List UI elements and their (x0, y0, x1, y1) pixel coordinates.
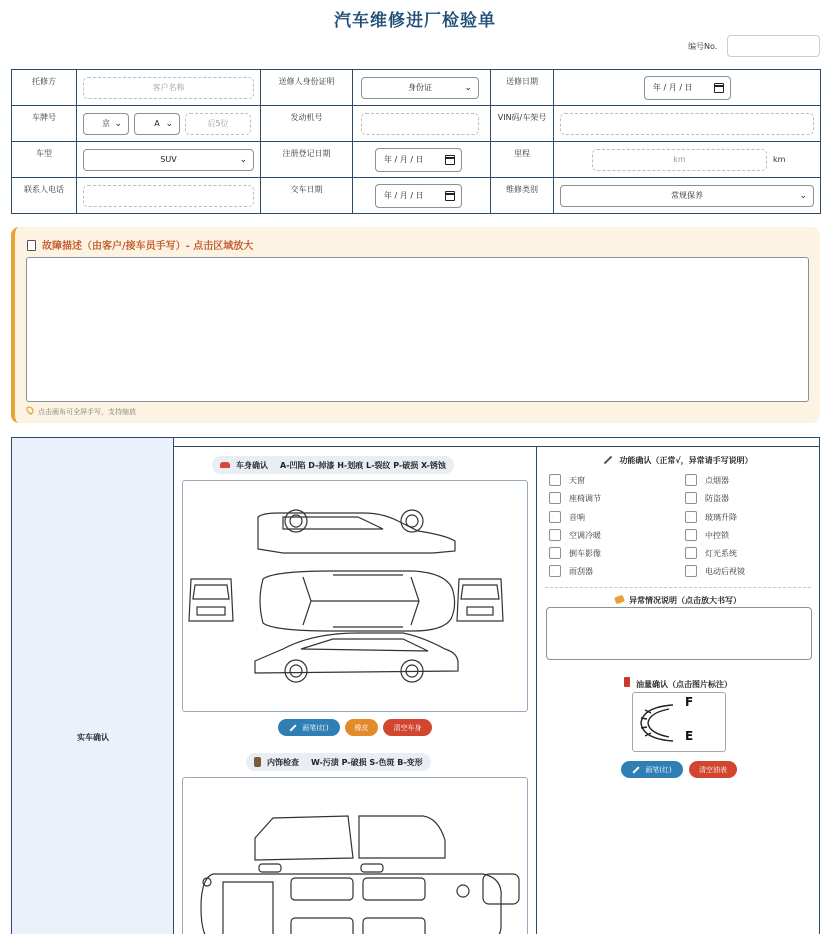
function-item-label: 座椅调节 (569, 493, 601, 503)
fault-title (27, 237, 253, 252)
fuel-clear-button[interactable] (689, 761, 737, 778)
chevron-down-icon: ⌄ (239, 154, 247, 165)
fuel-empty-mark: E (685, 729, 694, 743)
function-item-2[interactable] (549, 511, 585, 523)
function-check-title: 功能确认（正常√，异常请手写说明） (619, 456, 753, 465)
pen-icon (633, 766, 640, 773)
vin-label: VIN码/车架号 (491, 106, 554, 142)
function-item-5[interactable] (549, 565, 593, 577)
engine-number-input[interactable] (361, 113, 479, 135)
checkbox[interactable] (685, 492, 697, 504)
chevron-down-icon: ⌄ (114, 118, 122, 129)
delivery-date-input[interactable] (375, 184, 462, 208)
fuel-clear-label: 清空油表 (699, 765, 727, 774)
inspection-header-row (174, 438, 819, 447)
checkbox[interactable] (685, 565, 697, 577)
chevron-down-icon: ⌄ (799, 190, 807, 201)
mileage-unit: km (773, 155, 786, 164)
interior-diagram[interactable] (182, 777, 528, 934)
fuel-header (537, 677, 819, 690)
id-type-value: 身份证 (408, 83, 432, 92)
serial-label: 编号No. (688, 42, 718, 51)
calendar-icon[interactable] (714, 83, 724, 93)
function-item-4[interactable] (549, 547, 601, 559)
mileage-input[interactable]: km (592, 149, 767, 171)
fuel-gauge-image[interactable] (632, 692, 726, 752)
model-label: 车型 (12, 142, 77, 178)
plate-number-input[interactable]: 后5位 (185, 113, 251, 135)
delivery-date-label: 交车日期 (261, 178, 353, 214)
function-item-label: 点烟器 (705, 475, 729, 485)
send-date-label: 送修日期 (491, 70, 554, 106)
checkbox[interactable] (685, 529, 697, 541)
function-item-11[interactable] (685, 565, 745, 577)
interior-check-header (246, 753, 431, 771)
car-outline-icon (183, 481, 528, 712)
inspection-label-cell (12, 438, 174, 934)
plate-letter-value: A (154, 119, 160, 128)
reg-date-label: 注册登记日期 (261, 142, 353, 178)
function-item-label: 音响 (569, 512, 585, 522)
interior-check-title: 内饰检查 (267, 757, 299, 767)
body-clear-label: 清空车身 (393, 723, 422, 732)
checkbox[interactable] (549, 529, 561, 541)
interior-outline-icon (183, 778, 528, 934)
model-select[interactable] (83, 149, 254, 171)
fault-hint (27, 406, 136, 417)
calendar-icon[interactable] (445, 191, 455, 201)
plate-letter-select[interactable] (134, 113, 180, 135)
id-type-select[interactable] (361, 77, 479, 99)
serial-input[interactable] (727, 35, 820, 57)
interior-check-legend: W-污渍 P-破损 S-色斑 B-变形 (311, 757, 423, 767)
checkbox[interactable] (685, 547, 697, 559)
fuel-full-mark: F (685, 695, 694, 709)
checkbox[interactable] (549, 474, 561, 486)
function-item-7[interactable] (685, 492, 729, 504)
function-item-10[interactable] (685, 547, 737, 559)
checkbox[interactable] (549, 547, 561, 559)
inspection-section (11, 437, 820, 934)
body-eraser-button[interactable] (345, 719, 378, 736)
fuel-title: 油量确认（点击图片标注） (636, 680, 732, 689)
vehicle-info-form (11, 69, 821, 214)
plate-label: 车牌号 (12, 106, 77, 142)
chevron-down-icon: ⌄ (464, 82, 472, 93)
fuel-pump-icon (624, 677, 630, 687)
delivery-date-placeholder: 年 / 月 / 日 (384, 191, 424, 200)
mileage-label: 里程 (491, 142, 554, 178)
inspection-label: 实车确认 (77, 733, 109, 742)
send-date-placeholder: 年 / 月 / 日 (653, 83, 693, 92)
chevron-down-icon: ⌄ (165, 118, 173, 129)
writing-hand-icon (614, 595, 625, 605)
model-value: SUV (160, 155, 177, 164)
fault-canvas[interactable] (26, 257, 809, 402)
fuel-pen-label: 画笔(红) (645, 765, 672, 774)
function-item-0[interactable] (549, 474, 585, 486)
function-item-label: 电动后视镜 (705, 566, 745, 576)
function-item-3[interactable] (549, 529, 601, 541)
reg-date-input[interactable] (375, 148, 462, 172)
checkbox[interactable] (685, 474, 697, 486)
function-item-label: 中控锁 (705, 530, 729, 540)
car-body-diagram[interactable] (182, 480, 528, 712)
engine-label: 发动机号 (261, 106, 353, 142)
id-proof-label: 送修人身份证明 (261, 70, 353, 106)
checkbox[interactable] (549, 511, 561, 523)
phone-label: 联系人电话 (12, 178, 77, 214)
pen-icon (290, 724, 297, 731)
body-pen-button[interactable] (278, 719, 340, 736)
fuel-pen-button[interactable] (621, 761, 683, 778)
body-pen-label: 画笔(红) (302, 723, 329, 732)
send-date-input[interactable] (644, 76, 731, 100)
body-check-header (212, 456, 454, 474)
plate-province-select[interactable] (83, 113, 129, 135)
function-item-8[interactable] (685, 511, 737, 523)
fault-title-text: 故障描述（由客户/接车员手写）- 点击区域放大 (42, 241, 254, 252)
body-check-column (174, 447, 537, 934)
function-item-label: 灯光系统 (705, 548, 737, 558)
function-item-1[interactable] (549, 492, 601, 504)
calendar-icon[interactable] (445, 155, 455, 165)
fuel-gauge-icon (633, 693, 727, 753)
fault-hint-text: 点击画布可全屏手写，支持缩放 (38, 408, 136, 416)
page-title: 汽车维修进厂检验单 (334, 11, 496, 31)
checkbox[interactable] (685, 511, 697, 523)
checkbox[interactable] (549, 565, 561, 577)
repair-type-label: 维修类别 (491, 178, 554, 214)
seat-icon (254, 757, 261, 767)
fault-description-section (11, 227, 820, 423)
divider (545, 587, 811, 588)
function-item-label: 空调冷暖 (569, 530, 601, 540)
body-clear-button[interactable] (383, 719, 432, 736)
plate-province-value: 京 (102, 119, 110, 128)
body-check-title: 车身确认 (236, 460, 268, 470)
phone-input[interactable] (83, 185, 254, 207)
abnormal-header (537, 595, 819, 606)
body-check-legend: A-凹陷 D-掉漆 H-划痕 L-裂纹 P-破损 X-锈蚀 (280, 460, 446, 470)
abnormal-title: 异常情况说明（点击放大书写） (629, 596, 741, 605)
function-check-column (537, 447, 819, 934)
function-item-9[interactable] (685, 529, 729, 541)
clipboard-icon (27, 240, 36, 251)
body-eraser-label: 橡皮 (354, 723, 369, 732)
function-item-6[interactable] (685, 474, 729, 486)
checkbox[interactable] (549, 492, 561, 504)
client-name-input[interactable]: 客户名称 (83, 77, 254, 99)
location-pin-icon (25, 405, 35, 415)
client-label: 托修方 (12, 70, 77, 106)
function-item-label: 倒车影像 (569, 548, 601, 558)
function-item-label: 玻璃升降 (705, 512, 737, 522)
function-check-header (537, 455, 819, 466)
vin-input[interactable] (560, 113, 814, 135)
function-item-label: 防盗器 (705, 493, 729, 503)
pencil-icon (604, 456, 612, 464)
reg-date-placeholder: 年 / 月 / 日 (384, 155, 424, 164)
repair-type-value: 常规保养 (671, 191, 703, 200)
function-item-label: 雨刮器 (569, 566, 593, 576)
abnormal-note-area[interactable] (546, 607, 812, 660)
repair-type-select[interactable] (560, 185, 814, 207)
car-icon (220, 462, 230, 468)
function-item-label: 天窗 (569, 475, 585, 485)
